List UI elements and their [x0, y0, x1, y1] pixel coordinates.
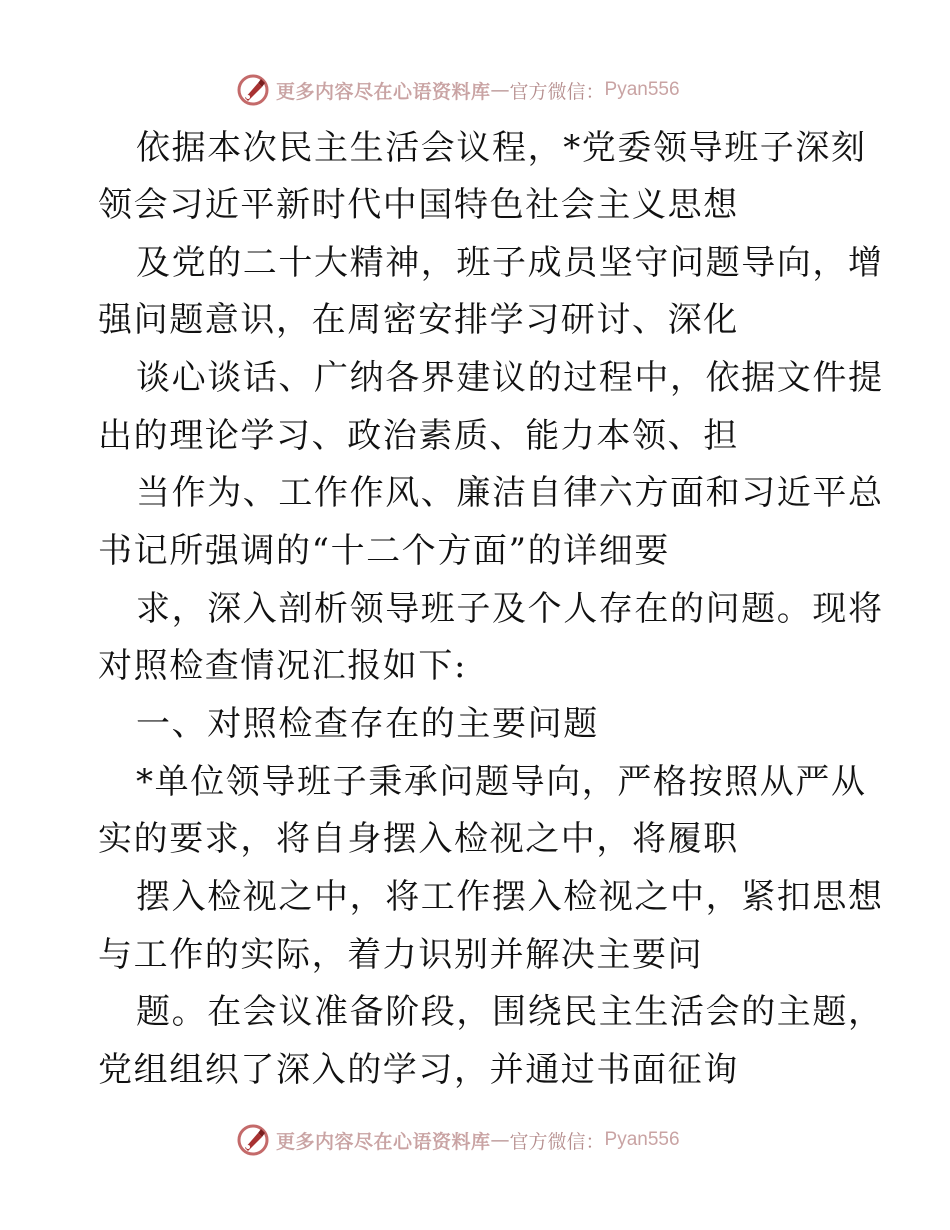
banner-account: Pyan556 — [604, 79, 680, 100]
text-line: 强问题意识，在周密安排学习研讨、深化 — [98, 300, 739, 340]
text-line: 当作为、工作作风、廉洁自律六方面和习近平总 — [136, 473, 884, 513]
text-line: 与工作的实际，着力识别并解决主要问 — [98, 935, 704, 975]
text-line: 对照检查情况汇报如下: — [98, 646, 468, 686]
text-line: 摆入检视之中，将工作摆入检视之中，紧扣思想 — [136, 877, 884, 917]
text-line: 党组组织了深入的学习，并通过书面征询 — [98, 1050, 739, 1090]
text-line: 求，深入剖析领导班子及个人存在的问题。现将 — [136, 589, 884, 629]
banner-brand-text: 更多内容尽在心语资料库 — [276, 1130, 491, 1153]
pen-nib-circle-icon — [236, 1123, 270, 1157]
banner-wechat-label: 官方微信： — [509, 1130, 605, 1153]
pen-nib-circle-icon — [236, 73, 270, 107]
section-heading: 一、对照检查存在的主要问题 — [136, 704, 599, 744]
banner-brand-text: 更多内容尽在心语资料库 — [276, 80, 491, 103]
banner-wechat-label: 官方微信： — [509, 80, 605, 103]
text-line: 谈心谈话、广纳各界建议的过程中，依据文件提 — [136, 358, 884, 398]
banner-account: Pyan556 — [604, 1129, 680, 1150]
footer-banner — [236, 1122, 680, 1158]
text-line: 出的理论学习、政治素质、能力本领、担 — [98, 416, 739, 456]
text-line: 领会习近平新时代中国特色社会主义思想 — [98, 185, 739, 225]
text-line: *单位领导班子秉承问题导向，严格按照从严从 — [136, 762, 867, 802]
text-line: 书记所强调的“十二个方面”的详细要 — [98, 531, 670, 571]
banner-separator: — — [490, 1129, 510, 1151]
text-line: 题。在会议准备阶段，围绕民主生活会的主题， — [136, 992, 884, 1032]
text-line: 实的要求，将自身摆入检视之中，将履职 — [98, 819, 739, 859]
text-line: 及党的二十大精神，班子成员坚守问题导向，增 — [136, 243, 884, 283]
text-line: 依据本次民主生活会议程，*党委领导班子深刻 — [136, 128, 867, 168]
header-banner — [236, 72, 680, 108]
banner-separator: — — [490, 79, 510, 101]
